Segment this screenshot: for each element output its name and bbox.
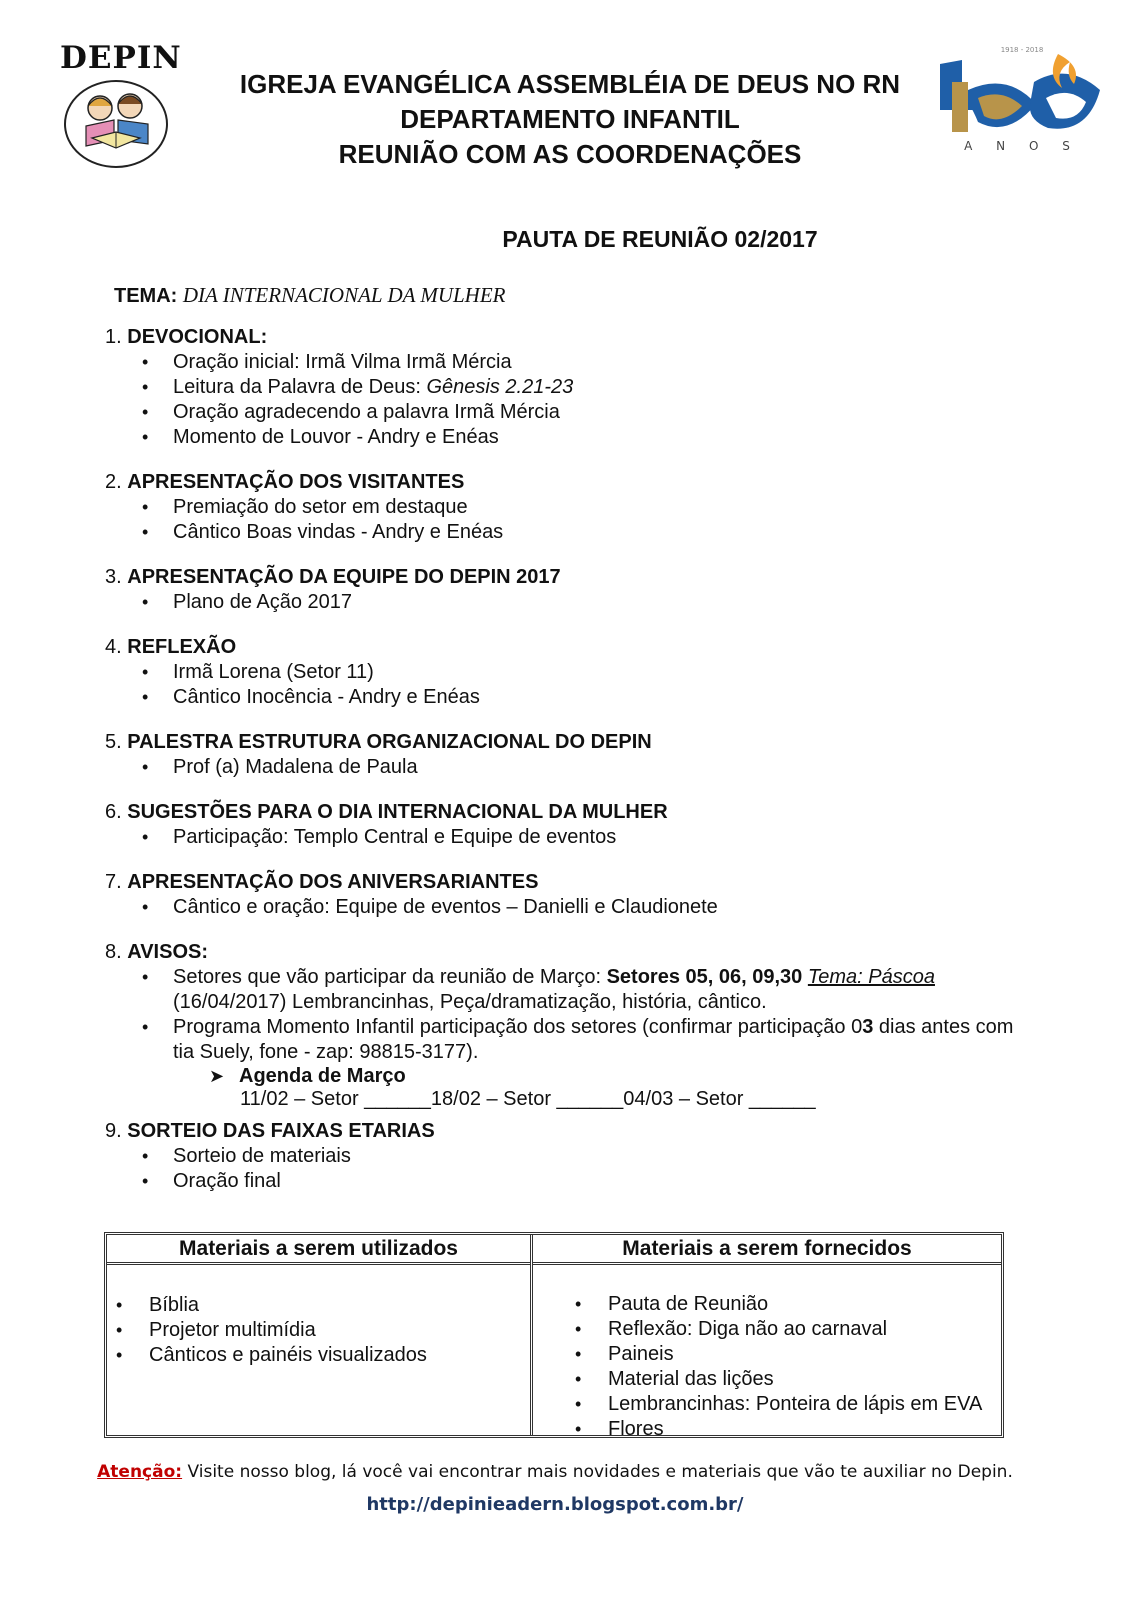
- agenda-block: [105, 1065, 1035, 1111]
- list-item: • Participação: Templo Central e Equipe de eventos: [105, 825, 1035, 850]
- footer: [0, 1462, 1110, 1515]
- aviso-bold: 3: [862, 1016, 874, 1038]
- section-heading: [105, 470, 1035, 495]
- section-number: 8.: [105, 941, 122, 963]
- section-title: PALESTRA ESTRUTURA ORGANIZACIONAL DO DEPIN: [127, 731, 652, 753]
- section-avisos: [105, 940, 1035, 1111]
- attention-line: [0, 1462, 1110, 1482]
- tema-label: TEMA:: [114, 285, 178, 307]
- aviso-rest: (16/04/2017) Lembrancinhas, Peça/dramatização, história, cântico.: [173, 991, 767, 1013]
- list-item-text: Leitura da Palavra de Deus:: [173, 376, 427, 398]
- section-title: REFLEXÃO: [127, 636, 237, 658]
- materials-used-item: • Cânticos e painéis visualizados: [107, 1343, 530, 1368]
- section-number: 4.: [105, 636, 122, 658]
- list-item: • Oração final: [105, 1169, 1035, 1194]
- list-item: • Oração agradecendo a palavra Irmã Mércia: [105, 400, 1035, 425]
- children-reading-icon: [62, 78, 170, 170]
- department-title: DEPARTAMENTO INFANTIL: [400, 104, 740, 134]
- pauta-title: PAUTA DE REUNIÃO 02/2017: [502, 226, 818, 252]
- blog-link[interactable]: http://depinieadern.blogspot.com.br/: [366, 1494, 744, 1515]
- centenary-logo: [938, 42, 1106, 162]
- section-devocional: [105, 325, 1035, 450]
- agenda-sections: [105, 325, 1035, 1214]
- church-title: IGREJA EVANGÉLICA ASSEMBLÉIA DE DEUS NO RN: [239, 69, 901, 99]
- list-item: • Oração inicial: Irmã Vilma Irmã Mércia: [105, 350, 1035, 375]
- list-item: • Sorteio de materiais: [105, 1144, 1035, 1169]
- list-item: [105, 375, 1035, 400]
- list-item: • Cântico Boas vindas - Andry e Enéas: [105, 520, 1035, 545]
- list-item: • Irmã Lorena (Setor 11): [105, 660, 1035, 685]
- list-item: • Premiação do setor em destaque: [105, 495, 1035, 520]
- aviso-lead: Setores que vão participar da reunião de Março:: [173, 966, 607, 988]
- section-heading: [105, 565, 1035, 590]
- section-sorteio: [105, 1119, 1035, 1194]
- materials-used-item: • Bíblia: [107, 1293, 530, 1318]
- meeting-title: REUNIÃO COM AS COORDENAÇÕES: [338, 139, 802, 169]
- section-heading: [105, 635, 1035, 660]
- agenda-title: Agenda de Março: [239, 1065, 406, 1087]
- materials-provided-item: • Material das lições: [533, 1367, 1001, 1392]
- section-number: 3.: [105, 566, 122, 588]
- centenary-logo-icon: [938, 42, 1106, 162]
- section-palestra: [105, 730, 1035, 780]
- list-item: • Plano de Ação 2017: [105, 590, 1035, 615]
- section-number: 1.: [105, 326, 122, 348]
- section-heading: [105, 325, 1035, 350]
- materials-provided-column: [533, 1235, 1001, 1440]
- section-reflexao: [105, 635, 1035, 710]
- depin-logo: [60, 40, 182, 175]
- agenda-line: 11/02 – Setor ______18/02 – Setor ______04/03 – Setor ______: [240, 1088, 816, 1110]
- materials-provided-item: • Paineis: [533, 1342, 1001, 1367]
- arrow-icon: ➤: [209, 1066, 225, 1086]
- list-item: • Cântico Inocência - Andry e Enéas: [105, 685, 1035, 710]
- section-title: SORTEIO DAS FAIXAS ETARIAS: [127, 1120, 435, 1142]
- tema-line: [114, 283, 506, 308]
- section-sugestoes: [105, 800, 1035, 850]
- section-title: SUGESTÕES PARA O DIA INTERNACIONAL DA MULHER: [127, 801, 668, 823]
- section-heading: [105, 1119, 1035, 1144]
- materials-table: [104, 1232, 1004, 1438]
- section-heading: [105, 940, 1035, 965]
- header-titles: [180, 67, 960, 172]
- section-number: 5.: [105, 731, 122, 753]
- section-heading: [105, 800, 1035, 825]
- list-item: • Momento de Louvor - Andry e Enéas: [105, 425, 1035, 450]
- materials-used-item: • Projetor multimídia: [107, 1318, 530, 1343]
- tema-value: DIA INTERNACIONAL DA MULHER: [182, 283, 506, 307]
- depin-brand-text: DEPIN: [60, 40, 182, 76]
- bible-reference: Gênesis 2.21-23: [426, 376, 574, 398]
- section-title: APRESENTAÇÃO DA EQUIPE DO DEPIN 2017: [127, 566, 561, 588]
- aviso-rest: dias antes com tia Suely, fone - zap: 98815-3177).: [173, 1016, 1014, 1063]
- section-title: AVISOS:: [127, 941, 209, 963]
- section-heading: [105, 870, 1035, 895]
- materials-provided-item: • Lembrancinhas: Ponteira de lápis em EVA: [533, 1392, 1001, 1417]
- materials-provided-item: • Reflexão: Diga não ao carnaval: [533, 1317, 1001, 1342]
- attention-label: Atenção:: [97, 1462, 183, 1482]
- list-item: [105, 1015, 1035, 1065]
- section-title: APRESENTAÇÃO DOS ANIVERSARIANTES: [127, 871, 539, 893]
- section-number: 9.: [105, 1120, 122, 1142]
- materials-provided-item: • Flores: [533, 1417, 1001, 1442]
- materials-provided-item: • Pauta de Reunião: [533, 1292, 1001, 1317]
- section-title: APRESENTAÇÃO DOS VISITANTES: [127, 471, 465, 493]
- section-visitantes: [105, 470, 1035, 545]
- aviso-tema: Tema: Páscoa: [807, 966, 935, 988]
- aviso-lead: Programa Momento Infantil participação dos setores (confirmar participação 0: [173, 1016, 863, 1038]
- materials-provided-header: Materiais a serem fornecidos: [533, 1235, 1001, 1265]
- section-number: 6.: [105, 801, 122, 823]
- section-equipe: [105, 565, 1035, 615]
- centenary-years: 1918 - 2018: [1000, 46, 1044, 54]
- materials-used-column: [107, 1235, 533, 1435]
- section-title: DEVOCIONAL:: [127, 326, 268, 348]
- materials-used-header: Materiais a serem utilizados: [107, 1235, 530, 1265]
- attention-text: Visite nosso blog, lá você vai encontrar mais novidades e materiais que vão te auxiliar no Depin.: [182, 1462, 1013, 1482]
- aviso-setores: Setores 05, 06, 09,30: [606, 966, 803, 988]
- section-heading: [105, 730, 1035, 755]
- section-aniversariantes: [105, 870, 1035, 920]
- section-number: 7.: [105, 871, 122, 893]
- section-number: 2.: [105, 471, 122, 493]
- list-item: • Cântico e oração: Equipe de eventos – Danielli e Claudionete: [105, 895, 1035, 920]
- centenary-word: A N O S: [964, 139, 1080, 153]
- list-item: [105, 965, 1035, 1015]
- list-item: • Prof (a) Madalena de Paula: [105, 755, 1035, 780]
